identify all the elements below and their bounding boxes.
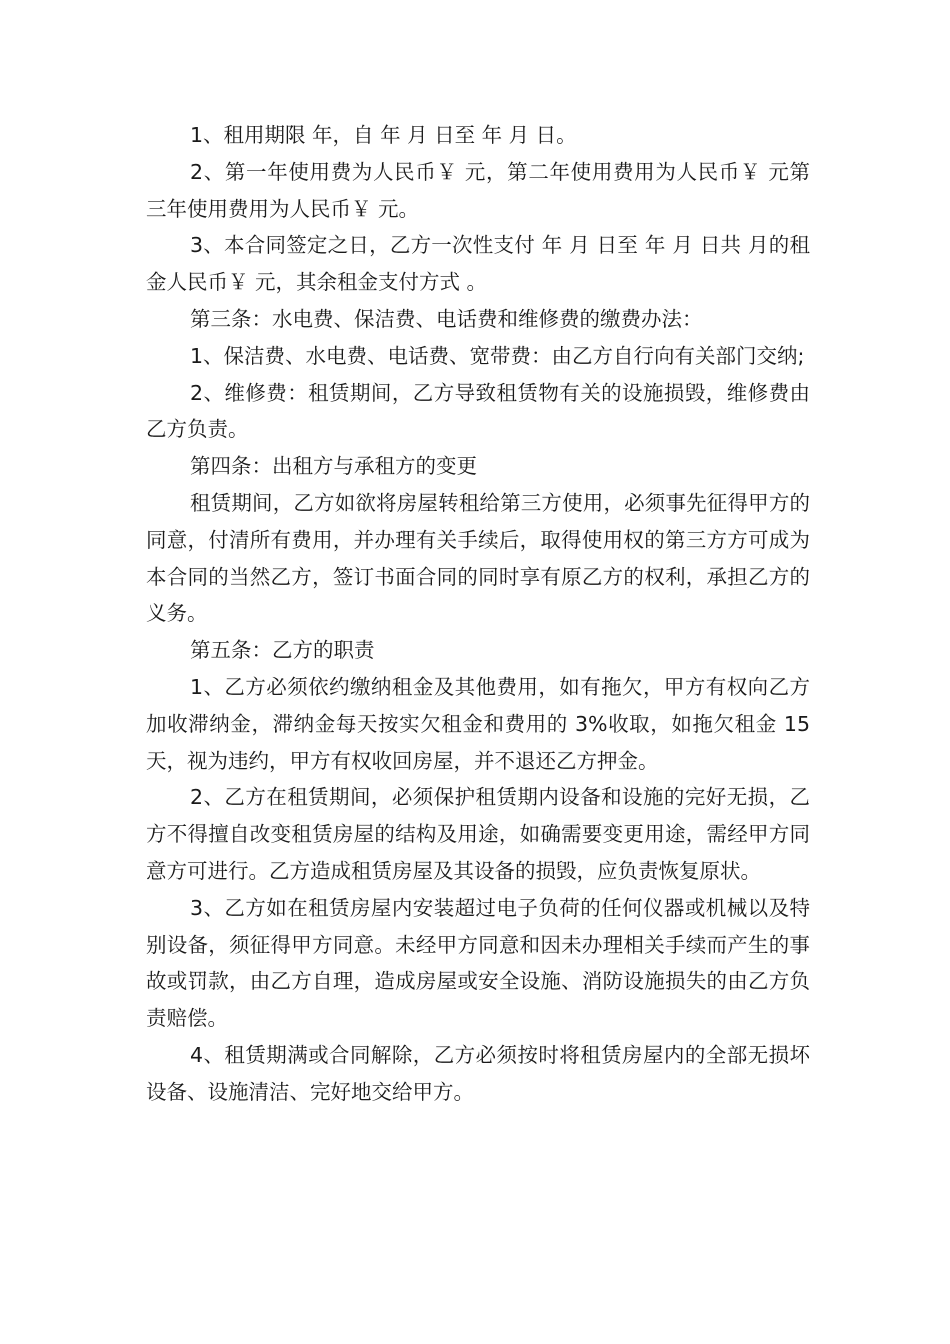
clause-maintenance: 2、维修费：租赁期间，乙方导致租赁物有关的设施损毁，维修费由乙方负责。 xyxy=(146,380,810,442)
clause-annual-fees: 2、第一年使用费为人民币￥ 元，第二年使用费用为人民币￥ 元第三年使用费用为人民币￥ 元。 xyxy=(146,159,810,221)
clause-equipment-installation: 3、乙方如在租赁房屋内安装超过电子负荷的任何仪器或机械以及特别设备，须征得甲方同意。未经甲方同意和因未办理相关手续而产生的事故或罚款，由乙方自理，造成房屋或安全设施、消防设施损失的由乙方负责赔偿。 xyxy=(146,895,810,1031)
article-five-heading: 第五条：乙方的职责 xyxy=(190,638,375,663)
document-body xyxy=(146,117,810,1111)
article-four-heading: 第四条：出租方与承租方的变更 xyxy=(190,454,477,479)
clause-facility-protection: 2、乙方在租赁期间，必须保护租赁期内设备和设施的完好无损，乙方不得擅自改变租赁房屋的结构及用途，如确需要变更用途，需经甲方同意方可进行。乙方造成租赁房屋及其设备的损毁，应负责恢复原状。 xyxy=(146,785,810,883)
clause-sublease: 租赁期间，乙方如欲将房屋转租给第三方使用，必须事先征得甲方的同意，付清所有费用，并办理有关手续后，取得使用权的第三方方可成为本合同的当然乙方，签订书面合同的同时享有原乙方的权利，承担乙方的义务。 xyxy=(146,490,810,626)
clause-return-premises: 4、租赁期满或合同解除，乙方必须按时将租赁房屋内的全部无损坏设备、设施清洁、完好地交给甲方。 xyxy=(146,1042,810,1104)
article-three-heading: 第三条：水电费、保洁费、电话费和维修费的缴费办法： xyxy=(190,306,703,331)
clause-term-period: 1、租用期限 年，自 年 月 日至 年 月 日。 xyxy=(190,123,577,147)
clause-utilities: 1、保洁费、水电费、电话费、宽带费：由乙方自行向有关部门交纳; xyxy=(190,343,805,368)
clause-late-fees: 1、乙方必须依约缴纳租金及其他费用，如有拖欠，甲方有权向乙方加收滞纳金，滞纳金每天按实欠租金和费用的 3%收取，如拖欠租金 15 天，视为违约，甲方有权收回房屋，并不退还乙方押金。 xyxy=(146,674,810,773)
clause-initial-payment: 3、本合同签定之日，乙方一次性支付 年 月 日至 年 月 日共 月的租金人民币￥ 元，其余租金支付方式 。 xyxy=(146,233,810,295)
